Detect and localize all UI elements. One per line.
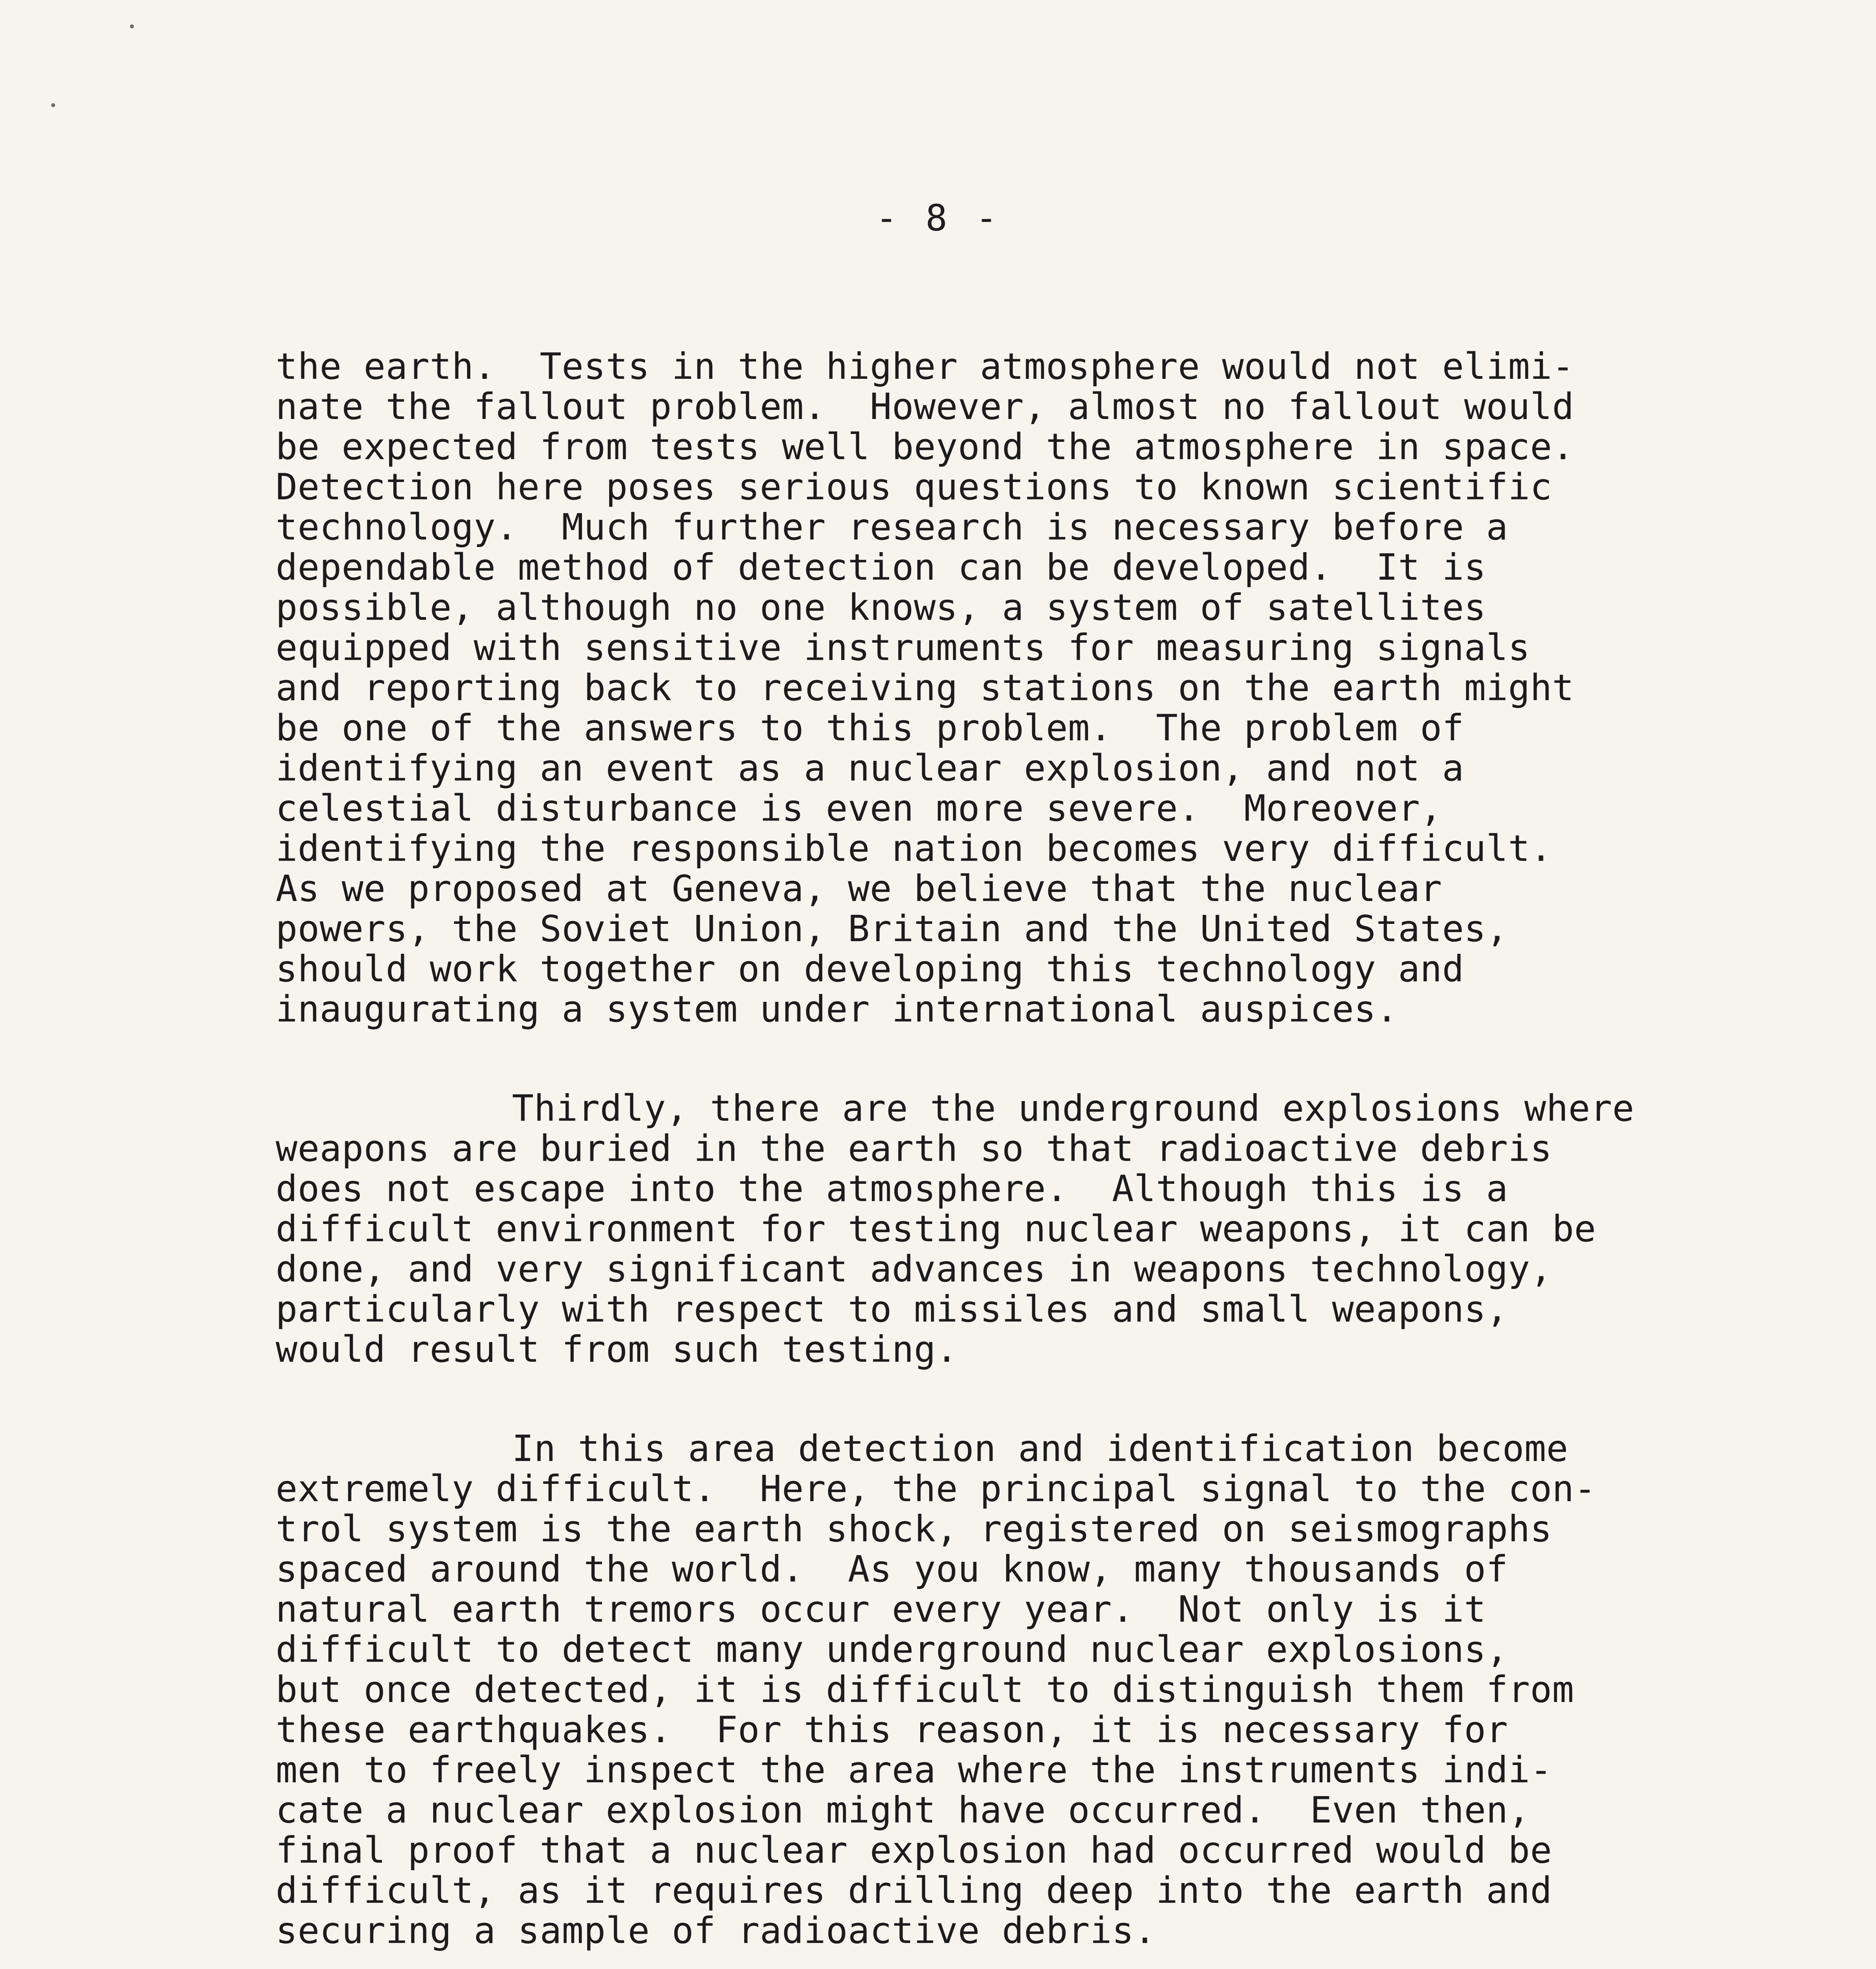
paragraph (276, 1429, 1756, 1951)
text-line: be one of the answers to this problem. The problem of (276, 707, 1464, 749)
text-line: trol system is the earth shock, registered on seismographs (276, 1508, 1552, 1550)
text-line: difficult environment for testing nuclear weapons, it can be (276, 1208, 1596, 1250)
paragraph (276, 1088, 1756, 1370)
paragraph (276, 347, 1756, 1029)
text-line: these earthquakes. For this reason, it is necessary for (276, 1709, 1508, 1751)
text-line: particularly with respect to missiles and small weapons, (276, 1288, 1508, 1330)
text-line: In this area detection and identification become (512, 1428, 1568, 1470)
text-line: but once detected, it is difficult to distinguish them from (276, 1669, 1574, 1711)
text-line: men to freely inspect the area where the instruments indi- (276, 1749, 1552, 1791)
text-line: equipped with sensitive instruments for measuring signals (276, 627, 1530, 669)
text-line: weapons are buried in the earth so that radioactive debris (276, 1127, 1552, 1170)
text-line: possible, although no one knows, a system of satellites (276, 586, 1486, 629)
text-line: natural earth tremors occur every year. Not only is it (276, 1588, 1486, 1630)
text-line: powers, the Soviet Union, Britain and the United States, (276, 908, 1508, 950)
text-line: final proof that a nuclear explosion had occurred would be (276, 1829, 1552, 1871)
paper-speck (130, 24, 134, 28)
text-line: and reporting back to receiving stations on the earth might (276, 667, 1574, 709)
text-line: nate the fallout problem. However, almost no fallout would (276, 386, 1574, 428)
text-line: would result from such testing. (276, 1328, 958, 1370)
body-text (276, 347, 1756, 1969)
text-line: securing a sample of radioactive debris. (276, 1910, 1156, 1952)
text-line: done, and very significant advances in weapons technology, (276, 1248, 1552, 1290)
text-line: difficult, as it requires drilling deep into the earth and (276, 1869, 1552, 1912)
text-line: technology. Much further research is necessary before a (276, 506, 1508, 548)
text-line: Thirdly, there are the underground explosions where (512, 1087, 1635, 1129)
text-line: celestial disturbance is even more severe. Moreover, (276, 787, 1442, 829)
text-line: dependable method of detection can be developed. It is (276, 546, 1486, 588)
text-line: cate a nuclear explosion might have occurred. Even then, (276, 1789, 1530, 1831)
text-line: inaugurating a system under international auspices. (276, 988, 1398, 1030)
text-line: identifying the responsible nation becomes very difficult. (276, 827, 1552, 870)
text-line: extremely difficult. Here, the principal signal to the con- (276, 1468, 1596, 1510)
text-line: spaced around the world. As you know, many thousands of (276, 1548, 1508, 1590)
text-line: Detection here poses serious questions to known scientific (276, 466, 1552, 508)
text-line: the earth. Tests in the higher atmosphere would not elimi- (276, 345, 1574, 387)
text-line: As we proposed at Geneva, we believe that the nuclear (276, 868, 1442, 910)
page-number: - 8 - (875, 197, 1001, 239)
text-line: be expected from tests well beyond the atmosphere in space. (276, 426, 1574, 468)
text-line: does not escape into the atmosphere. Although this is a (276, 1168, 1508, 1210)
text-line: identifying an event as a nuclear explosion, and not a (276, 747, 1464, 789)
paper-speck (51, 103, 55, 107)
text-line: should work together on developing this technology and (276, 948, 1464, 990)
text-line: difficult to detect many underground nuclear explosions, (276, 1628, 1508, 1670)
